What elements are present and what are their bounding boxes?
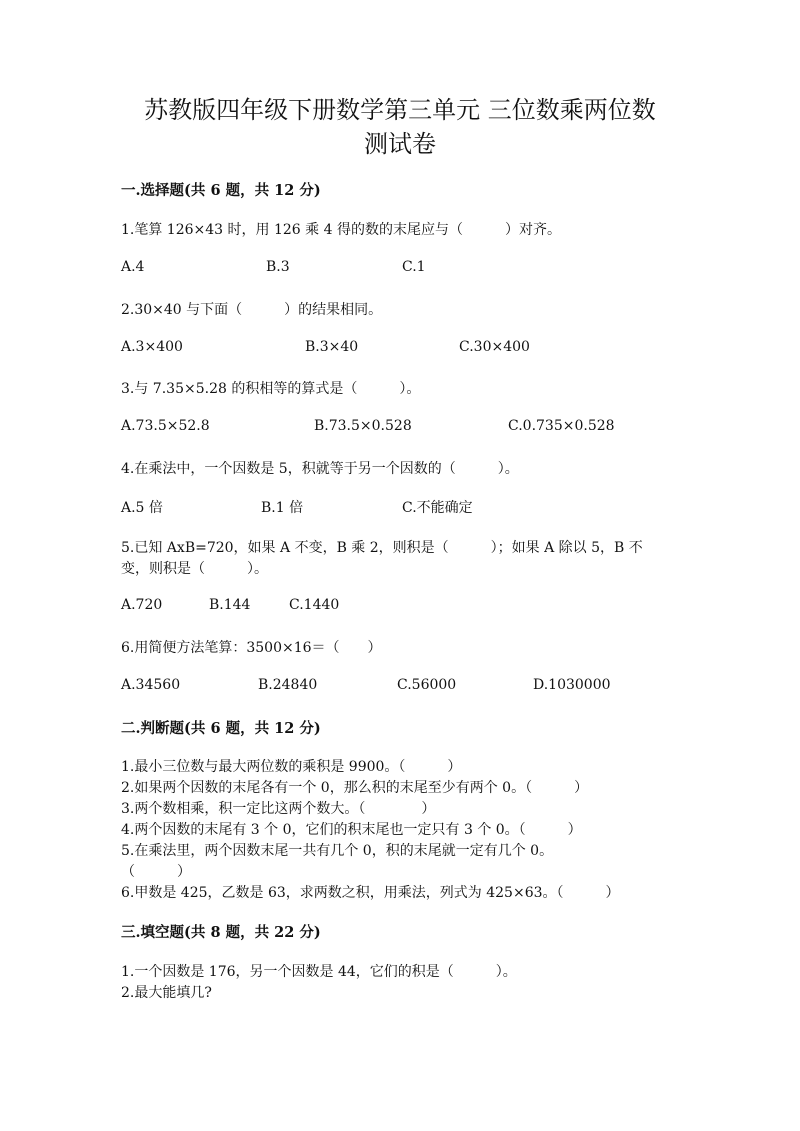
question-2-option-c: C.30×400: [459, 339, 530, 355]
question-5-stem-line-1: 5.已知 AxB=720，如果 A 不变，B 乘 2，则积是（ ）；如果 A 除以 5，B 不: [121, 540, 643, 556]
judge-item-5: 5.在乘法里，两个因数末尾一共有几个 0，积的末尾就一定有几个 0。: [121, 843, 554, 859]
judge-item-4: 4.两个因数的末尾有 3 个 0，它们的积末尾也一定只有 3 个 0。（ ）: [121, 822, 582, 838]
title-line-1: 苏教版四年级下册数学第三单元 三位数乘两位数: [144, 96, 656, 124]
question-1-option-c: C.1: [402, 259, 426, 275]
judge-item-5-blank: （ ）: [121, 864, 191, 880]
fill-item-2: 2.最大能填几?: [121, 985, 212, 1001]
question-6-stem: 6.用简便方法笔算：3500×16＝（ ）: [121, 640, 382, 656]
section-heading-choice: 一.选择题(共 6 题，共 12 分): [121, 182, 321, 199]
question-6-option-c: C.56000: [397, 677, 457, 693]
section-heading-fill: 三.填空题(共 8 题，共 22 分): [121, 924, 321, 941]
question-5-option-a: A.720: [121, 597, 163, 613]
question-6-option-b: B.24840: [258, 677, 318, 693]
question-1-option-a: A.4: [121, 259, 145, 275]
judge-item-3: 3.两个数相乘，积一定比这两个数大。（ ）: [121, 801, 436, 817]
question-3-option-a: A.73.5×52.8: [121, 418, 210, 434]
question-4-option-c: C.不能确定: [402, 500, 473, 516]
question-3-option-b: B.73.5×0.528: [314, 418, 412, 434]
judge-item-1: 1.最小三位数与最大两位数的乘积是 9900。（ ）: [121, 759, 462, 775]
question-5-option-b: B.144: [209, 597, 251, 613]
question-1-stem: 1.笔算 126×43 时，用 126 乘 4 得的数的末尾应与（ ）对齐。: [121, 222, 561, 238]
question-2-option-b: B.3×40: [305, 339, 359, 355]
question-2-option-a: A.3×400: [121, 339, 183, 355]
section-heading-judge: 二.判断题(共 6 题，共 12 分): [121, 720, 321, 737]
question-4-stem: 4.在乘法中，一个因数是 5，积就等于另一个因数的（ ）。: [121, 461, 519, 477]
question-5-option-c: C.1440: [289, 597, 340, 613]
question-6-option-d: D.1030000: [533, 677, 611, 693]
title-line-2: 测试卷: [364, 130, 436, 158]
question-4-option-b: B.1 倍: [261, 500, 304, 516]
question-4-option-a: A.5 倍: [121, 500, 163, 516]
question-1-option-b: B.3: [266, 259, 290, 275]
question-5-stem-line-2: 变，则积是（ ）。: [121, 561, 268, 577]
judge-item-6: 6.甲数是 425，乙数是 63，求两数之积，用乘法，列式为 425×63。（ ）: [121, 885, 620, 901]
question-3-option-c: C.0.735×0.528: [508, 418, 615, 434]
question-6-option-a: A.34560: [121, 677, 181, 693]
fill-item-1: 1.一个因数是 176，另一个因数是 44，它们的积是（ ）。: [121, 964, 517, 980]
question-3-stem: 3.与 7.35×5.28 的积相等的算式是（ ）。: [121, 381, 421, 397]
question-2-stem: 2.30×40 与下面（ ）的结果相同。: [121, 302, 383, 318]
judge-item-2: 2.如果两个因数的末尾各有一个 0，那么积的末尾至少有两个 0。（ ）: [121, 780, 589, 796]
